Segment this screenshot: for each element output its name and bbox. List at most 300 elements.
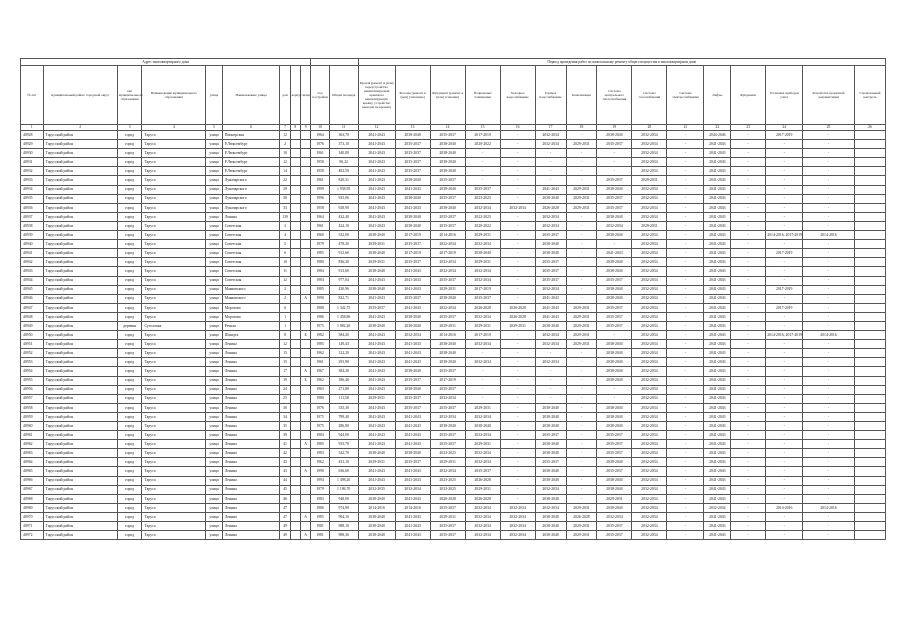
table-cell: 2041-2043 bbox=[704, 258, 731, 267]
table-cell: 2029-2031 bbox=[465, 485, 500, 494]
table-cell: 2041-2043 bbox=[704, 403, 731, 412]
table-cell: улица bbox=[206, 376, 222, 385]
table-cell: 46 bbox=[280, 494, 290, 503]
table-row bbox=[21, 203, 886, 212]
table-cell: - bbox=[803, 303, 854, 312]
table-cell: 40957 bbox=[21, 394, 44, 403]
table-cell: 49 bbox=[280, 531, 290, 540]
table-cell: Таруса bbox=[142, 303, 206, 312]
table-cell: - bbox=[766, 467, 803, 476]
table-cell: Тарусский район bbox=[43, 185, 117, 194]
table-cell: 1964 bbox=[311, 131, 330, 140]
table-cell: - bbox=[803, 131, 854, 140]
table-cell bbox=[300, 221, 310, 230]
table-cell bbox=[300, 449, 310, 458]
table-cell: 2041-2043 bbox=[704, 412, 731, 421]
table-cell: Тарусский район bbox=[43, 494, 117, 503]
column-header: Установка приборов учета bbox=[766, 66, 803, 125]
table-cell: 2032-2034 bbox=[465, 512, 500, 521]
column-number: 3 bbox=[117, 125, 142, 131]
table-cell: - bbox=[803, 512, 854, 521]
table-cell: улица bbox=[206, 531, 222, 540]
table-cell: 2029-2031 bbox=[358, 458, 395, 467]
table-cell: - bbox=[566, 249, 597, 258]
table-cell: - bbox=[766, 476, 803, 485]
table-cell: 40955 bbox=[21, 376, 44, 385]
table-cell: 2029-2031 bbox=[566, 503, 597, 512]
table-cell: улица bbox=[206, 131, 222, 140]
table-cell: 2014-2016, 2017-2019 bbox=[766, 331, 803, 340]
table-cell: Тарусский район bbox=[43, 194, 117, 203]
table-cell: 47 bbox=[280, 503, 290, 512]
table-row bbox=[21, 494, 886, 503]
table-cell: 2032-2034 bbox=[535, 212, 566, 221]
table-cell: улица bbox=[206, 258, 222, 267]
column-number: 9 bbox=[300, 125, 310, 131]
table-cell: 2038-2040 bbox=[395, 367, 430, 376]
table-cell: Шмидта bbox=[222, 331, 280, 340]
table-cell: Таруса bbox=[142, 394, 206, 403]
table-cell: Сутоловка bbox=[142, 321, 206, 330]
table-cell: - bbox=[766, 340, 803, 349]
table-cell: 944,00 bbox=[329, 431, 358, 440]
table-cell: 2029-2031 bbox=[500, 321, 535, 330]
table-row bbox=[21, 467, 886, 476]
table-row bbox=[21, 349, 886, 358]
table-cell: Тарусский район bbox=[43, 376, 117, 385]
table-cell: 2041-2043 bbox=[395, 412, 430, 421]
table-cell bbox=[854, 249, 885, 258]
table-cell: 2041-2043 bbox=[395, 267, 430, 276]
table-cell: - bbox=[597, 240, 632, 249]
table-cell bbox=[854, 503, 885, 512]
table-cell: 2035-2037 bbox=[395, 394, 430, 403]
table-cell: - bbox=[766, 349, 803, 358]
table-cell: 40946 bbox=[21, 294, 44, 303]
table-row bbox=[21, 149, 886, 158]
table-cell: 2032-2034 bbox=[430, 258, 465, 267]
table-cell: 2032-2034 bbox=[632, 449, 667, 458]
table-cell: - bbox=[500, 340, 535, 349]
table-cell: - bbox=[731, 394, 766, 403]
column-number: 26 bbox=[854, 125, 885, 131]
table-cell: - bbox=[766, 376, 803, 385]
table-cell: 2038-2040 bbox=[430, 140, 465, 149]
table-cell: улица bbox=[206, 349, 222, 358]
table-cell bbox=[290, 340, 300, 349]
table-cell: Таруса bbox=[142, 331, 206, 340]
table-cell: 2035-2037 bbox=[430, 385, 465, 394]
table-cell: 988,10 bbox=[329, 522, 358, 531]
table-cell: 1984 bbox=[311, 431, 330, 440]
table-cell: Тарусский район bbox=[43, 440, 117, 449]
table-cell: город bbox=[117, 522, 142, 531]
table-cell: - bbox=[667, 403, 704, 412]
table-cell: - bbox=[803, 249, 854, 258]
table-cell: Таруса bbox=[142, 194, 206, 203]
table-cell: 2041-2043 bbox=[704, 203, 731, 212]
table-cell: 2035-2037 bbox=[430, 276, 465, 285]
table-cell: улица bbox=[206, 394, 222, 403]
table-cell: 13 bbox=[280, 349, 290, 358]
table-cell: улица bbox=[206, 403, 222, 412]
table-cell: 2032-2034 bbox=[465, 458, 500, 467]
table-cell: Таруса bbox=[142, 367, 206, 376]
table-cell: - bbox=[667, 131, 704, 140]
table-cell: 2032-2034 bbox=[632, 167, 667, 176]
table-cell: 2041-2043 bbox=[358, 149, 395, 158]
table-cell: - bbox=[731, 131, 766, 140]
table-cell: город bbox=[117, 503, 142, 512]
table-cell: Таруса bbox=[142, 531, 206, 540]
table-cell: 2032-2034 bbox=[430, 394, 465, 403]
table-cell: 2041-2043 bbox=[704, 221, 731, 230]
table-cell: 2026-2028 bbox=[465, 494, 500, 503]
table-row bbox=[21, 294, 886, 303]
table-cell: - bbox=[566, 476, 597, 485]
table-cell: 34 bbox=[280, 412, 290, 421]
table-cell: 40970 bbox=[21, 512, 44, 521]
table-cell: 2035-2037 bbox=[597, 440, 632, 449]
table-cell bbox=[300, 458, 310, 467]
table-cell: - bbox=[566, 258, 597, 267]
table-cell: город bbox=[117, 221, 142, 230]
table-cell: Тарусский район bbox=[43, 403, 117, 412]
table-cell: 2038-2040 bbox=[358, 449, 395, 458]
table-cell: - bbox=[803, 358, 854, 367]
table-cell: 2032-2034 bbox=[535, 331, 566, 340]
column-number: 4 bbox=[142, 125, 206, 131]
table-cell: - bbox=[731, 149, 766, 158]
table-cell: - bbox=[766, 367, 803, 376]
table-cell: 424,10 bbox=[329, 221, 358, 230]
table-cell: 2032-2034 bbox=[632, 467, 667, 476]
table-cell: 2038-2040 bbox=[597, 258, 632, 267]
table-cell: 2029-2031 bbox=[566, 194, 597, 203]
table-cell: 2032-2034 bbox=[632, 258, 667, 267]
column-number: 6 bbox=[222, 125, 280, 131]
table-cell: 40954 bbox=[21, 367, 44, 376]
table-cell: 2035-2037 bbox=[430, 312, 465, 321]
table-row bbox=[21, 531, 886, 540]
table-cell: - bbox=[465, 158, 500, 167]
table-cell bbox=[854, 512, 885, 521]
table-cell: - bbox=[731, 267, 766, 276]
table-cell: - bbox=[500, 449, 535, 458]
table-cell: город bbox=[117, 331, 142, 340]
table-cell: город bbox=[117, 403, 142, 412]
table-cell: деревня bbox=[117, 321, 142, 330]
table-cell bbox=[300, 422, 310, 431]
table-cell: - bbox=[731, 503, 766, 512]
table-cell: - bbox=[766, 185, 803, 194]
table-cell bbox=[290, 331, 300, 340]
table-cell: 1999 bbox=[311, 185, 330, 194]
table-cell: - bbox=[500, 176, 535, 185]
table-cell: Тарусский район bbox=[43, 285, 117, 294]
table-cell bbox=[290, 376, 300, 385]
table-cell bbox=[300, 412, 310, 421]
table-cell: 1962 bbox=[311, 458, 330, 467]
table-cell bbox=[290, 531, 300, 540]
table-cell: 2041-2043 bbox=[395, 494, 430, 503]
table-cell: 2017-2019 bbox=[766, 131, 803, 140]
table-cell: - bbox=[566, 221, 597, 230]
table-cell: 2023-2025 bbox=[430, 476, 465, 485]
table-cell: - bbox=[766, 149, 803, 158]
table-cell: - bbox=[766, 531, 803, 540]
table-cell: Ленина bbox=[222, 367, 280, 376]
table-cell: 2041-2043 bbox=[395, 431, 430, 440]
table-cell: город bbox=[117, 376, 142, 385]
table-cell: 1981 bbox=[311, 531, 330, 540]
table-cell: 40942 bbox=[21, 258, 44, 267]
table-cell: 2035-2037 bbox=[597, 449, 632, 458]
table-cell: - bbox=[731, 185, 766, 194]
table-cell: - bbox=[766, 494, 803, 503]
table-cell: 2038-2040 bbox=[535, 494, 566, 503]
table-cell: 2041-2043 bbox=[395, 185, 430, 194]
table-cell: - bbox=[731, 331, 766, 340]
table-cell: - bbox=[803, 385, 854, 394]
table-cell: 1 458,86 bbox=[329, 312, 358, 321]
table-cell: - bbox=[803, 422, 854, 431]
table-cell bbox=[290, 422, 300, 431]
table-cell: 2038-2040 bbox=[358, 249, 395, 258]
table-row bbox=[21, 158, 886, 167]
table-cell: 542,70 bbox=[329, 449, 358, 458]
table-cell: - bbox=[766, 294, 803, 303]
table-cell: Тарусский район bbox=[43, 422, 117, 431]
table-cell: 2041-2043 bbox=[704, 276, 731, 285]
column-number: 14 bbox=[430, 125, 465, 131]
table-cell: 2038-2040 bbox=[465, 422, 500, 431]
table-row bbox=[21, 340, 886, 349]
table-cell bbox=[290, 221, 300, 230]
table-cell: 2035-2037 bbox=[465, 185, 500, 194]
table-cell: 40940 bbox=[21, 240, 44, 249]
table-cell: 1961 bbox=[311, 358, 330, 367]
table-cell: - bbox=[500, 140, 535, 149]
table-cell: 41 bbox=[280, 440, 290, 449]
table-cell: город bbox=[117, 294, 142, 303]
table-cell: 2029-2031 bbox=[566, 185, 597, 194]
table-cell: 431,10 bbox=[329, 458, 358, 467]
table-cell: 2029-2031 bbox=[566, 140, 597, 149]
table-cell: 40963 bbox=[21, 449, 44, 458]
table-cell: - bbox=[566, 158, 597, 167]
table-row bbox=[21, 167, 886, 176]
table-cell: - bbox=[566, 131, 597, 140]
table-cell: Морозова bbox=[222, 312, 280, 321]
table-cell: - bbox=[731, 167, 766, 176]
table-cell: 2041-2043 bbox=[358, 221, 395, 230]
table-cell: Тарусский район bbox=[43, 331, 117, 340]
table-cell: - bbox=[667, 303, 704, 312]
table-cell: - bbox=[667, 476, 704, 485]
table-cell: 2032-2034 bbox=[632, 412, 667, 421]
table-cell: 2017-2019 bbox=[465, 131, 500, 140]
table-cell: 2041-2043 bbox=[535, 294, 566, 303]
table-cell: 2029-2031 bbox=[566, 312, 597, 321]
table-cell: - bbox=[667, 158, 704, 167]
table-cell bbox=[854, 303, 885, 312]
table-cell: 2041-2043 bbox=[395, 303, 430, 312]
table-cell: 111,58 bbox=[329, 394, 358, 403]
table-cell: Тарусский район bbox=[43, 321, 117, 330]
column-number: 2 bbox=[43, 125, 117, 131]
table-cell: 2029-2031 bbox=[358, 258, 395, 267]
table-row bbox=[21, 358, 886, 367]
table-cell bbox=[290, 249, 300, 258]
table-cell: 2041-2043 bbox=[704, 431, 731, 440]
table-cell: 928,90 bbox=[329, 203, 358, 212]
column-header: Канализация bbox=[566, 66, 597, 125]
table-cell: - bbox=[731, 512, 766, 521]
table-cell: 2032-2034 bbox=[632, 531, 667, 540]
table-cell: 2 bbox=[280, 294, 290, 303]
table-cell: 2032-2034 bbox=[465, 276, 500, 285]
table-cell: 17 bbox=[280, 367, 290, 376]
table-cell: 30 bbox=[280, 194, 290, 203]
table-cell: 2038-2040 bbox=[535, 403, 566, 412]
table-cell: 2038-2040 bbox=[395, 385, 430, 394]
table-cell: 2032-2034 bbox=[465, 449, 500, 458]
table-cell: 2041-2043 bbox=[395, 522, 430, 531]
table-cell: 12 bbox=[280, 276, 290, 285]
table-cell: 1985 bbox=[311, 512, 330, 521]
table-cell: 40939 bbox=[21, 231, 44, 240]
table-cell: 2032-2034 bbox=[500, 503, 535, 512]
table-cell: - bbox=[803, 294, 854, 303]
table-cell: - bbox=[500, 467, 535, 476]
table-cell: Таруса bbox=[142, 267, 206, 276]
column-header: Наименование улицы bbox=[222, 66, 280, 125]
table-row bbox=[21, 303, 886, 312]
table-cell: 2032-2034 bbox=[430, 303, 465, 312]
table-cell: 2032-2034 bbox=[465, 312, 500, 321]
table-cell: 384,20 bbox=[329, 367, 358, 376]
table-cell: Тарусский район bbox=[43, 303, 117, 312]
table-cell bbox=[300, 303, 310, 312]
table-cell: Ленина bbox=[222, 522, 280, 531]
table-cell: 1963 bbox=[311, 385, 330, 394]
table-cell: 2038-2040 bbox=[535, 467, 566, 476]
table-cell: - bbox=[500, 194, 535, 203]
table-cell: 2032-2034 bbox=[465, 203, 500, 212]
table-cell: - bbox=[500, 485, 535, 494]
table-cell: 2032-2034 bbox=[632, 485, 667, 494]
table-cell bbox=[854, 276, 885, 285]
table-cell: 2038-2040 bbox=[597, 231, 632, 240]
table-cell: 2029-2031 bbox=[430, 285, 465, 294]
table-cell: - bbox=[667, 231, 704, 240]
table-cell: улица bbox=[206, 149, 222, 158]
table-cell bbox=[290, 458, 300, 467]
table-cell: город bbox=[117, 412, 142, 421]
column-number: 18 bbox=[566, 125, 597, 131]
table-row bbox=[21, 376, 886, 385]
table-cell bbox=[854, 167, 885, 176]
table-cell: улица bbox=[206, 285, 222, 294]
table-cell: 2032-2034 bbox=[632, 431, 667, 440]
table-cell: - bbox=[766, 440, 803, 449]
table-cell: улица bbox=[206, 267, 222, 276]
column-header: тип муниципального образования bbox=[117, 66, 142, 125]
column-header: литер bbox=[300, 66, 310, 125]
table-cell: - bbox=[731, 531, 766, 540]
table-cell: 2038-2040 bbox=[430, 158, 465, 167]
column-header-row bbox=[21, 66, 886, 125]
table-cell bbox=[300, 185, 310, 194]
table-cell: Тарусский район bbox=[43, 503, 117, 512]
table-cell: 2041-2043 bbox=[704, 249, 731, 258]
table-cell: Тарусский район bbox=[43, 358, 117, 367]
table-cell: 2035-2037 bbox=[430, 176, 465, 185]
table-cell bbox=[300, 267, 310, 276]
table-cell: - bbox=[535, 394, 566, 403]
table-cell: 2014-2016 bbox=[395, 503, 430, 512]
table-cell: Ленина bbox=[222, 385, 280, 394]
table-cell: 2032-2034 bbox=[465, 503, 500, 512]
table-cell: 2041-2043 bbox=[358, 385, 395, 394]
table-cell: 2041-2043 bbox=[704, 467, 731, 476]
table-cell: 2035-2037 bbox=[597, 176, 632, 185]
table-cell: - bbox=[500, 149, 535, 158]
table-cell: - bbox=[803, 203, 854, 212]
table-cell: Таруса bbox=[142, 340, 206, 349]
table-cell: 2032-2034 bbox=[632, 331, 667, 340]
table-cell: 2032-2034 bbox=[465, 522, 500, 531]
table-cell: 2035-2037 bbox=[430, 440, 465, 449]
table-cell: 2038-2040 bbox=[597, 403, 632, 412]
table-cell: город bbox=[117, 531, 142, 540]
table-cell: 1986 bbox=[311, 312, 330, 321]
table-cell: - bbox=[667, 276, 704, 285]
table-cell: 1979 bbox=[311, 240, 330, 249]
table-cell: 2035-2037 bbox=[430, 431, 465, 440]
table-cell: 45 bbox=[280, 485, 290, 494]
table-cell: 40962 bbox=[21, 440, 44, 449]
group-header-row bbox=[21, 59, 886, 66]
table-cell: 1 bbox=[280, 312, 290, 321]
column-header: № п/п bbox=[21, 66, 44, 125]
column-header: корпус bbox=[290, 66, 300, 125]
table-row bbox=[21, 422, 886, 431]
table-cell: 12 bbox=[280, 340, 290, 349]
table-cell: Р.Люксембург bbox=[222, 167, 280, 176]
column-number: 21 bbox=[667, 125, 704, 131]
table-cell: - bbox=[465, 176, 500, 185]
table-row bbox=[21, 403, 886, 412]
table-cell bbox=[290, 476, 300, 485]
table-cell: 2041-2043 bbox=[704, 367, 731, 376]
table-cell: 2038-2040 bbox=[535, 240, 566, 249]
table-cell: 2032-2034 bbox=[632, 458, 667, 467]
table-row bbox=[21, 321, 886, 330]
table-cell: - bbox=[803, 221, 854, 230]
column-header: Общая площадь bbox=[329, 66, 358, 125]
table-cell: - bbox=[766, 258, 803, 267]
table-cell: Таруса bbox=[142, 167, 206, 176]
table-cell: 2014-2016 bbox=[803, 231, 854, 240]
table-cell: - bbox=[500, 185, 535, 194]
table-cell: 2032-2034 bbox=[535, 340, 566, 349]
table-cell: 2032-2034 bbox=[430, 240, 465, 249]
table-cell: 340,80 bbox=[329, 149, 358, 158]
table-cell: 47 bbox=[280, 512, 290, 521]
table-cell bbox=[290, 176, 300, 185]
